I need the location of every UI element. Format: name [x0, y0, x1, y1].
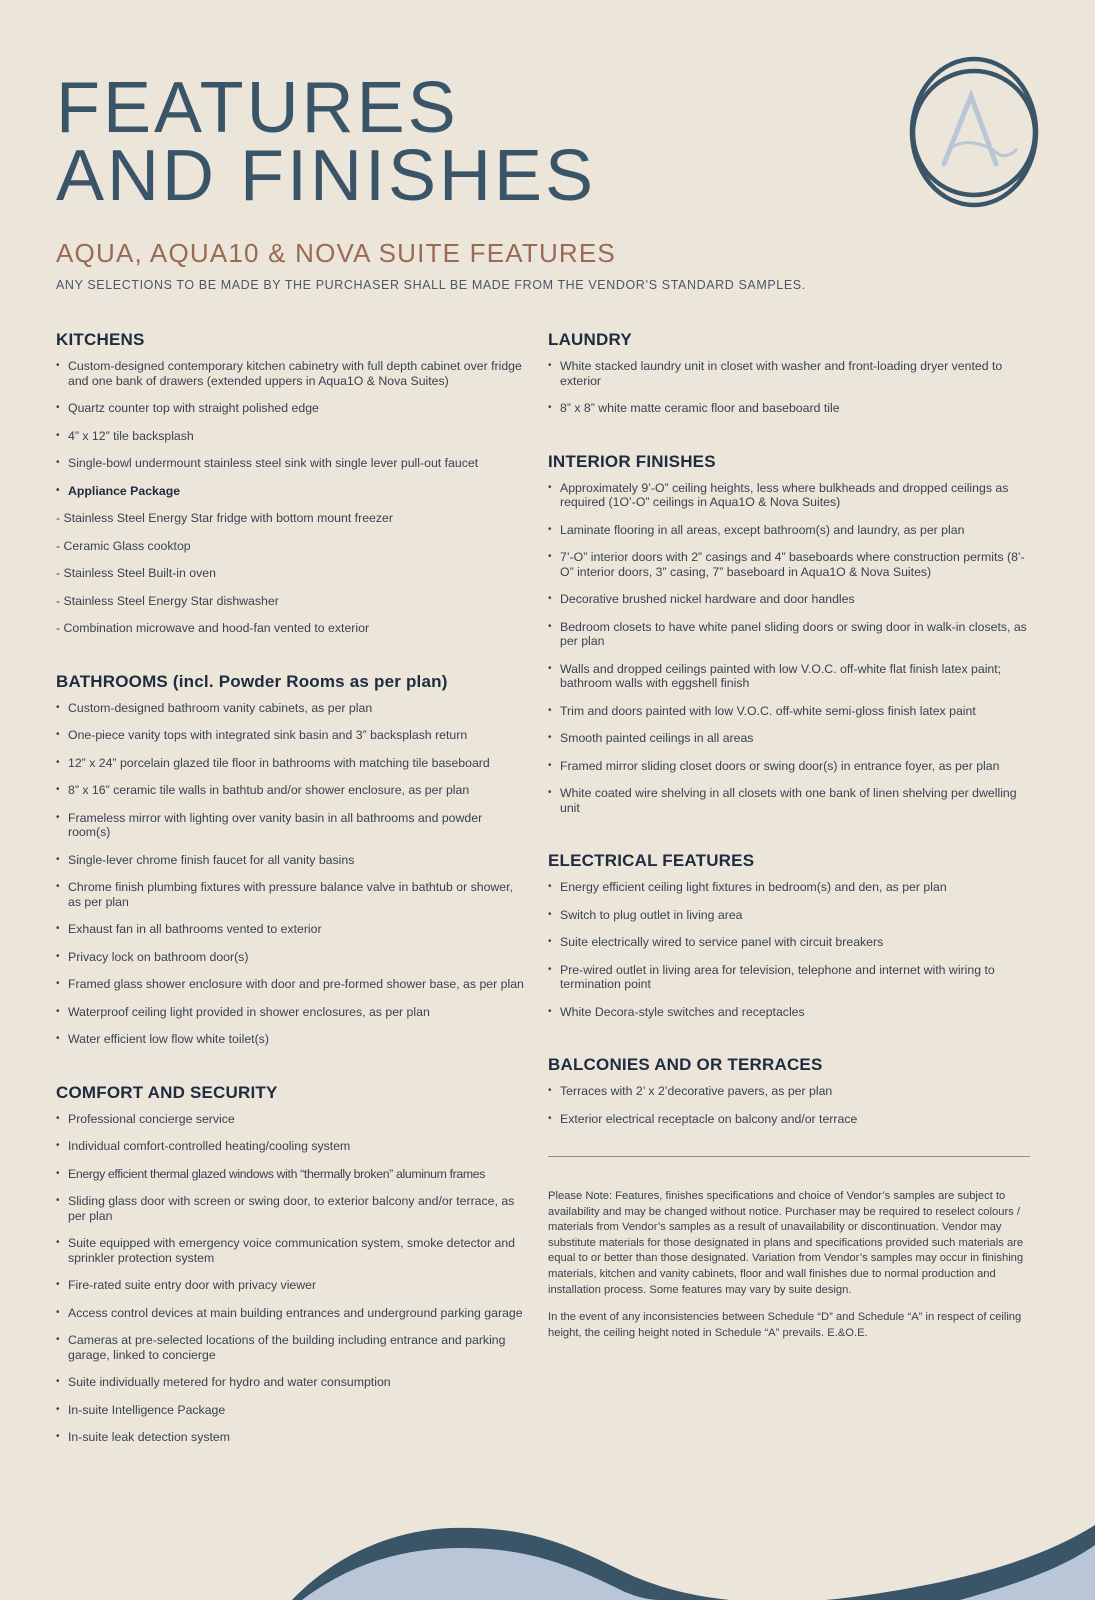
interior-finishes-heading: INTERIOR FINISHES	[548, 451, 716, 471]
list-item: • White coated wire shelving in all closets with one bank of linen shelving per dwelling unit	[548, 786, 1038, 815]
left-column	[56, 330, 526, 1467]
comfort-security-heading: COMFORT AND SECURITY	[56, 1082, 278, 1102]
list-item: • 7’-O” interior doors with 2” casings and 4” baseboards where construction permits (8’-O” interior doors, 3” casing, 7” baseboard in Aqua1O & Nova Suites)	[548, 550, 1038, 579]
kitchens-heading: KITCHENS	[56, 330, 145, 349]
please-note-paragraph: Please Note: Features, finishes specifications and choice of Vendor’s samples are subject to availability and may be changed without notice. Purchaser may be required to reselect colours / materials from Vendor’s samples as a result of unavailability or discontinuation. Vendor may substitute materials for those designated in plans and specifications provided such materials are equal to or better than those designated. Variation from Vendor’s samples may occur in finishing materials, kitchen and vanity cabinets, floor and wall finishes due to normal production and installation process. Some features may vary by suite design.	[548, 1190, 1024, 1296]
page-title	[56, 68, 597, 216]
list-item: • In-suite leak detection system	[56, 1430, 526, 1445]
bathrooms-heading: BATHROOMS (incl. Powder Rooms as per plan)	[56, 671, 448, 691]
laundry-heading: LAUNDRY	[548, 330, 632, 349]
bathrooms-section	[56, 672, 526, 1047]
list-item: • Water efficient low flow white toilet(s)	[56, 1032, 526, 1047]
interior-finishes-section	[548, 452, 1038, 816]
selections-disclaimer: ANY SELECTIONS TO BE MADE BY THE PURCHASER SHALL BE MADE FROM THE VENDOR’S STANDARD SAMPLES.	[56, 278, 806, 292]
schedule-note-paragraph: In the event of any inconsistencies between Schedule “D” and Schedule “A” in respect of ceiling height, the ceiling height noted in Schedule “A” prevails. E.&O.E.	[548, 1311, 1022, 1339]
right-column	[548, 330, 1038, 1353]
list-item: • Single-lever chrome finish faucet for all vanity basins	[56, 853, 526, 868]
list-item: • Single-bowl undermount stainless steel sink with single lever pull-out faucet	[56, 456, 526, 471]
list-item: • Individual comfort-controlled heating/cooling system	[56, 1139, 526, 1154]
list-item: • Smooth painted ceilings in all areas	[548, 731, 1038, 746]
list-item: • Cameras at pre-selected locations of the building including entrance and parking garage, linked to concierge	[56, 1333, 526, 1362]
list-item: • In-suite Intelligence Package	[56, 1403, 526, 1418]
list-item: • Approximately 9’-O” ceiling heights, less where bulkheads and dropped ceilings as required (1O’-O” ceilings in Aqua1O & Nova Suites)	[548, 481, 1038, 510]
list-item: • Chrome finish plumbing fixtures with pressure balance valve in bathtub or shower, as per plan	[56, 880, 526, 909]
list-item: • White Decora-style switches and receptacles	[548, 1005, 1038, 1020]
list-item: • One-piece vanity tops with integrated sink basin and 3” backsplash return	[56, 728, 526, 743]
appliance-item: - Stainless Steel Built-in oven	[56, 566, 216, 580]
list-item: • Exhaust fan in all bathrooms vented to exterior	[56, 922, 526, 937]
comfort-security-section	[56, 1083, 526, 1445]
list-item: • 4” x 12” tile backsplash	[56, 429, 526, 444]
list-item: • Frameless mirror with lighting over vanity basin in all bathrooms and powder room(s)	[56, 811, 526, 840]
list-item: • Suite equipped with emergency voice communication system, smoke detector and sprinkler protection system	[56, 1236, 526, 1265]
list-item: • Switch to plug outlet in living area	[548, 908, 1038, 923]
list-item: • Energy efficient ceiling light fixtures in bedroom(s) and den, as per plan	[548, 880, 1038, 895]
notes-divider	[548, 1156, 1030, 1157]
list-item: • Quartz counter top with straight polished edge	[56, 401, 526, 416]
list-item: • 12” x 24” porcelain glazed tile floor in bathrooms with matching tile baseboard	[56, 756, 526, 771]
list-item: • Pre-wired outlet in living area for television, telephone and internet with wiring to termination point	[548, 963, 1038, 992]
list-item: • Walls and dropped ceilings painted with low V.O.C. off-white flat finish latex paint; bathroom walls with eggshell finish	[548, 662, 1038, 691]
list-item: • Professional concierge service	[56, 1112, 526, 1127]
list-item: • Framed mirror sliding closet doors or swing door(s) in entrance foyer, as per plan	[548, 759, 1038, 774]
list-item: • Custom-designed contemporary kitchen cabinetry with full depth cabinet over fridge and one bank of drawers (extended uppers in Aqua1O & Nova Suites)	[56, 359, 526, 388]
decorative-wave-icon	[0, 1490, 1095, 1600]
appliance-item: - Ceramic Glass cooktop	[56, 538, 191, 553]
logo-letter-a-icon	[944, 96, 1016, 164]
list-item: • Custom-designed bathroom vanity cabinets, as per plan	[56, 701, 526, 716]
comfort-security-list	[56, 1112, 526, 1445]
list-item: • 8” x 8” white matte ceramic floor and baseboard tile	[548, 401, 1038, 416]
kitchens-section	[56, 330, 526, 636]
list-item: • Suite individually metered for hydro and water consumption	[56, 1375, 526, 1390]
list-item: • White stacked laundry unit in closet with washer and front-loading dryer vented to exterior	[548, 359, 1038, 388]
suite-features-subtitle: AQUA, AQUA10 & NOVA SUITE FEATURES	[56, 238, 616, 268]
electrical-features-list	[548, 880, 1038, 1019]
list-item: • Waterproof ceiling light provided in shower enclosures, as per plan	[56, 1005, 526, 1020]
interior-finishes-list	[548, 481, 1038, 816]
list-item: • Privacy lock on bathroom door(s)	[56, 950, 526, 965]
list-item: • Sliding glass door with screen or swing door, to exterior balcony and/or terrace, as per plan	[56, 1194, 526, 1223]
list-item: • Suite electrically wired to service panel with circuit breakers	[548, 935, 1038, 950]
page-title-line-2: AND FINISHES	[56, 136, 597, 216]
appliance-package-heading: • Appliance Package	[56, 484, 526, 499]
appliance-item: - Stainless Steel Energy Star dishwasher	[56, 593, 279, 608]
laundry-list	[548, 359, 1038, 416]
list-item: • Energy efficient thermal glazed windows with “thermally broken” aluminum frames	[56, 1167, 526, 1182]
appliance-item: - Combination microwave and hood-fan vented to exterior	[56, 621, 370, 635]
list-item: • Exterior electrical receptacle on balcony and/or terrace	[548, 1112, 1038, 1127]
list-item: • Bedroom closets to have white panel sliding doors or swing door in walk-in closets, as per plan	[548, 620, 1038, 649]
list-item: • Framed glass shower enclosure with door and pre-formed shower base, as per plan	[56, 977, 526, 992]
list-item: • Decorative brushed nickel hardware and door handles	[548, 592, 1038, 607]
laundry-section	[548, 330, 1038, 416]
list-item: • Laminate flooring in all areas, except bathroom(s) and laundry, as per plan	[548, 523, 1038, 538]
balconies-terraces-list	[548, 1084, 1038, 1126]
list-item: • 8” x 16” ceramic tile walls in bathtub and/or shower enclosure, as per plan	[56, 783, 526, 798]
bathrooms-list	[56, 701, 526, 1047]
brand-logo-icon	[908, 54, 1040, 210]
list-item: • Trim and doors painted with low V.O.C. off-white semi-gloss finish latex paint	[548, 704, 1038, 719]
list-item: • Fire-rated suite entry door with privacy viewer	[56, 1278, 526, 1293]
balconies-terraces-heading: BALCONIES AND OR TERRACES	[548, 1055, 823, 1074]
electrical-features-section	[548, 851, 1038, 1019]
list-item: • Access control devices at main building entrances and underground parking garage	[56, 1306, 526, 1321]
electrical-features-heading: ELECTRICAL FEATURES	[548, 851, 755, 870]
page-title-line-1: FEATURES	[56, 68, 459, 148]
balconies-terraces-section	[548, 1055, 1038, 1126]
list-item: • Terraces with 2’ x 2’decorative pavers, as per plan	[548, 1084, 1038, 1099]
appliance-item: - Stainless Steel Energy Star fridge with bottom mount freezer	[56, 511, 393, 525]
kitchens-list	[56, 359, 526, 636]
